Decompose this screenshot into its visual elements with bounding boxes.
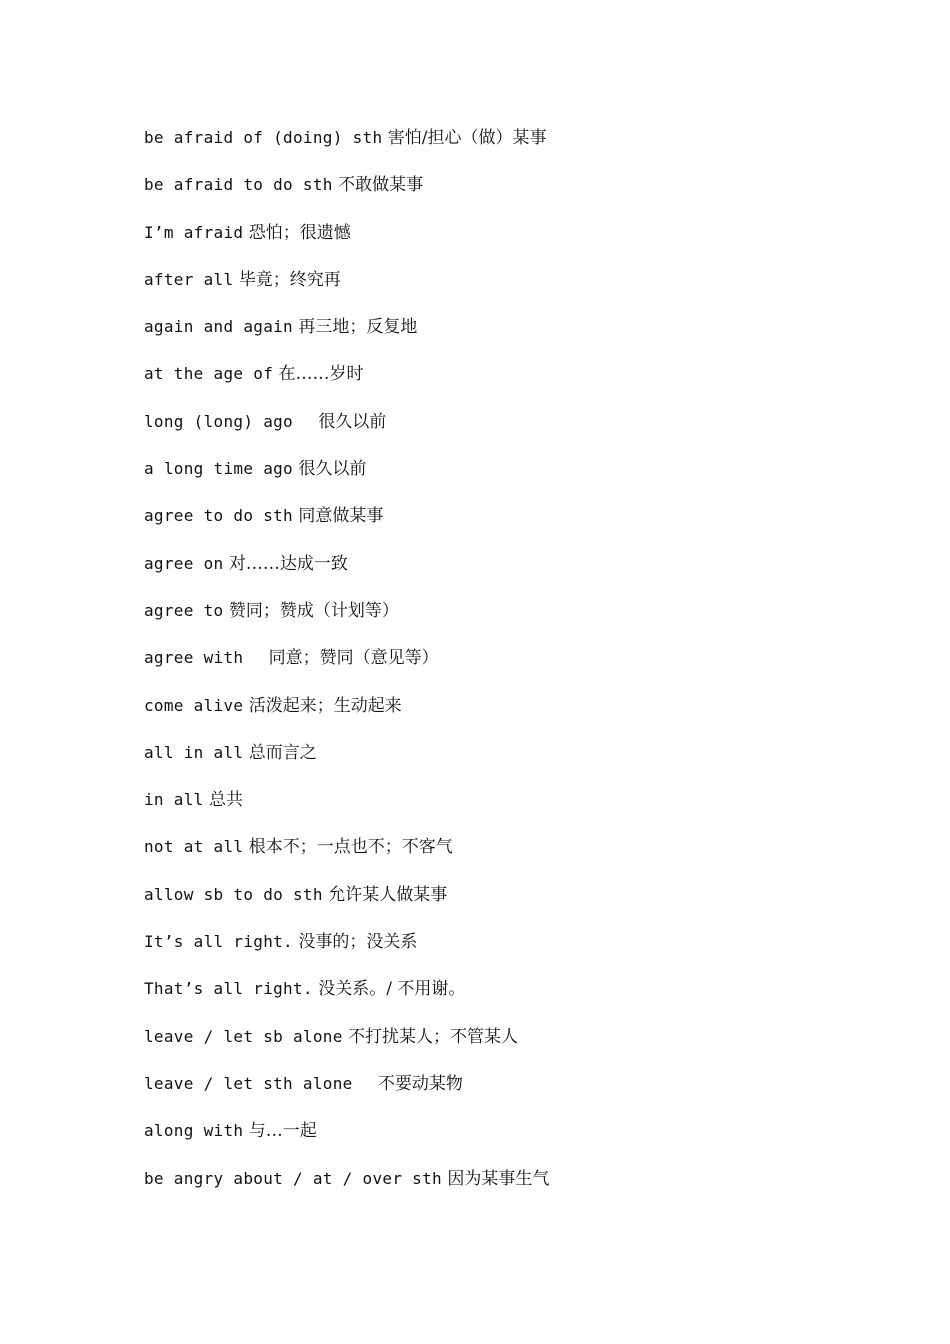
english-phrase: agree with <box>144 648 264 668</box>
english-phrase: be afraid to do sth <box>144 175 333 195</box>
chinese-meaning: 在……岁时 <box>278 364 364 385</box>
english-phrase: be angry about / at / over sth <box>144 1168 442 1188</box>
chinese-meaning: 不要动某物 <box>377 1073 463 1094</box>
chinese-meaning: 同意；赞同（意见等） <box>268 648 439 669</box>
phrase-entry <box>144 643 864 690</box>
chinese-meaning: 没事的；没关系 <box>298 932 418 953</box>
english-phrase: in all <box>144 790 204 810</box>
english-phrase: leave / let sth alone <box>144 1073 373 1093</box>
chinese-meaning: 允许某人做某事 <box>328 884 448 905</box>
english-phrase: a long time ago <box>144 459 293 479</box>
phrase-entry <box>144 407 864 454</box>
phrase-entry <box>144 927 864 974</box>
english-phrase: come alive <box>144 695 244 715</box>
english-phrase: agree to do sth <box>144 506 293 526</box>
phrase-entry <box>144 596 864 643</box>
phrase-entry <box>144 832 864 879</box>
english-phrase: That’s all right. <box>144 979 313 999</box>
phrase-entry <box>144 1022 864 1069</box>
phrase-entry <box>144 549 864 596</box>
phrase-entry <box>144 265 864 312</box>
phrase-entry <box>144 501 864 548</box>
english-phrase: along with <box>144 1121 244 1141</box>
phrase-entry <box>144 974 864 1021</box>
phrase-entry <box>144 738 864 785</box>
chinese-meaning: 同意做某事 <box>298 506 384 527</box>
chinese-meaning: 害怕/担心（做）某事 <box>387 128 547 148</box>
chinese-meaning: 总而言之 <box>248 742 317 763</box>
english-phrase: I’m afraid <box>144 222 244 242</box>
english-phrase: agree to <box>144 600 224 620</box>
phrase-entry <box>144 170 864 217</box>
phrase-entry <box>144 1164 864 1211</box>
chinese-meaning: 恐怕；很遗憾 <box>248 222 351 243</box>
phrase-entry <box>144 123 864 170</box>
english-phrase: again and again <box>144 317 293 337</box>
chinese-meaning: 活泼起来；生动起来 <box>248 695 402 716</box>
chinese-meaning: 不敢做某事 <box>338 175 424 196</box>
chinese-meaning: 与…一起 <box>248 1121 317 1142</box>
english-phrase: agree on <box>144 553 224 573</box>
english-phrase: not at all <box>144 837 244 857</box>
phrase-entry <box>144 1116 864 1163</box>
phrase-list <box>144 123 864 1211</box>
chinese-meaning: 毕竟；终究再 <box>238 269 341 290</box>
phrase-entry <box>144 359 864 406</box>
chinese-meaning: 很久以前 <box>318 411 387 432</box>
chinese-meaning: 总共 <box>209 790 244 811</box>
chinese-meaning: 因为某事生气 <box>447 1168 550 1189</box>
phrase-entry <box>144 1069 864 1116</box>
english-phrase: allow sb to do sth <box>144 884 323 904</box>
chinese-meaning: 很久以前 <box>298 459 367 480</box>
chinese-meaning: 根本不；一点也不；不客气 <box>248 837 453 858</box>
phrase-entry <box>144 454 864 501</box>
english-phrase: after all <box>144 269 234 289</box>
chinese-meaning: 对……达成一致 <box>228 553 348 574</box>
phrase-entry <box>144 691 864 738</box>
chinese-meaning: 没关系。/ 不用谢。 <box>318 979 466 1000</box>
english-phrase: all in all <box>144 742 244 762</box>
phrase-entry <box>144 312 864 359</box>
phrase-entry <box>144 218 864 265</box>
phrase-entry <box>144 880 864 927</box>
chinese-meaning: 不打扰某人；不管某人 <box>348 1026 519 1047</box>
english-phrase: at the age of <box>144 364 274 384</box>
phrase-entry <box>144 785 864 832</box>
english-phrase: leave / let sb alone <box>144 1026 343 1046</box>
chinese-meaning: 再三地；反复地 <box>298 317 418 338</box>
english-phrase: It’s all right. <box>144 932 293 952</box>
english-phrase: be afraid of (doing) sth <box>144 128 383 147</box>
chinese-meaning: 赞同；赞成（计划等） <box>228 600 399 621</box>
english-phrase: long (long) ago <box>144 411 313 431</box>
